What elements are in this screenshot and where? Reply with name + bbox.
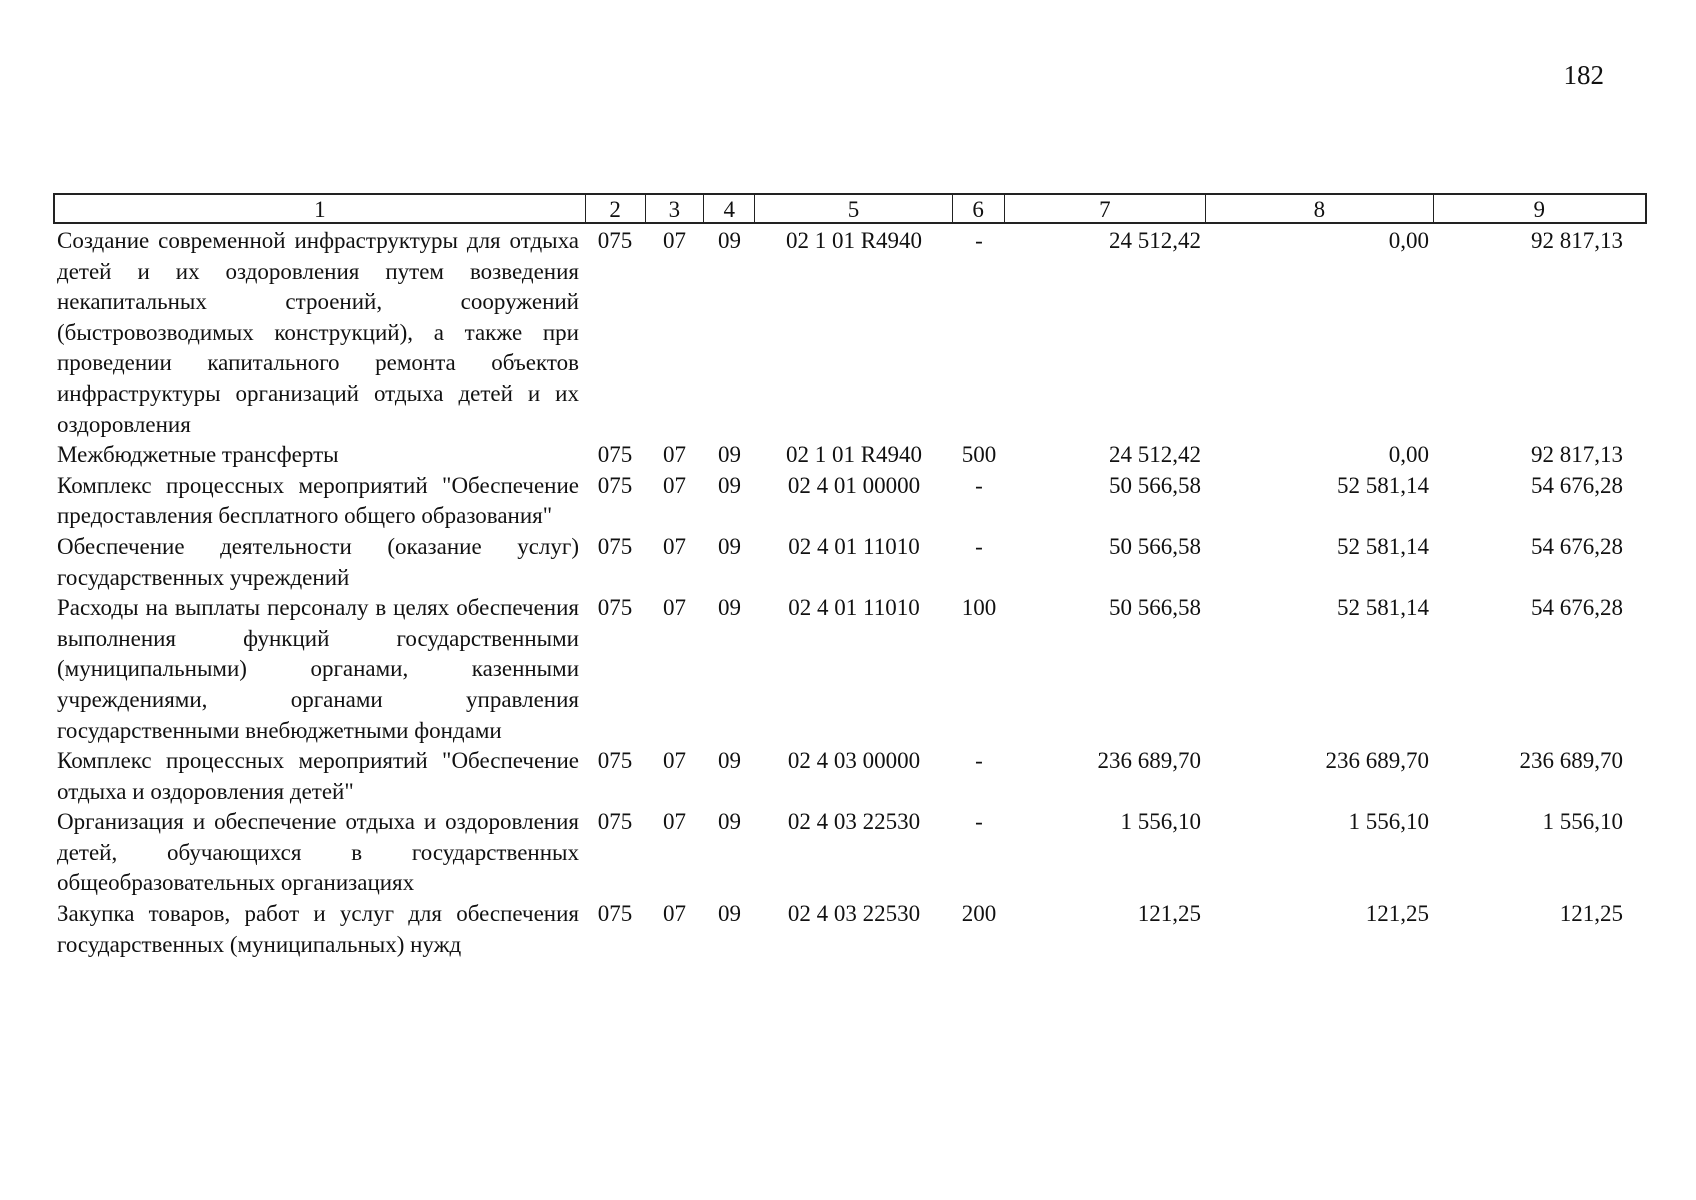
- cell-code-3: 07: [663, 472, 686, 498]
- row-description: Комплекс процессных мероприятий "Обеспечение предоставления бесплатного общего образования": [57, 472, 579, 529]
- header-cell-col-2: 2: [586, 195, 646, 222]
- table-row: [53, 226, 1647, 440]
- cell-code-3: 07: [663, 901, 686, 927]
- cell-code-3: 07: [663, 809, 686, 835]
- cell-amount-8: 0,00: [1388, 442, 1429, 468]
- cell-code-5: 02 4 01 11010: [788, 595, 920, 621]
- cell-amount-8: 0,00: [1388, 228, 1429, 253]
- cell-code-5: 02 1 01 R4940: [785, 228, 923, 253]
- cell-amount-8: 52 581,14: [1337, 595, 1429, 621]
- table-row: [53, 807, 1647, 899]
- cell-amount-7: 236 689,70: [1097, 748, 1201, 774]
- cell-code-4: 09: [718, 748, 741, 774]
- cell-amount-8: 121,25: [1365, 901, 1429, 927]
- table-row: [53, 532, 1647, 593]
- cell-amount-8: 236 689,70: [1325, 748, 1429, 774]
- row-description: Межбюджетные трансферты: [57, 442, 339, 468]
- cell-code-2: 075: [597, 748, 633, 774]
- cell-code-4: 09: [718, 228, 741, 253]
- cell-code-2: 075: [597, 442, 633, 468]
- cell-code-3: 07: [663, 442, 686, 468]
- cell-amount-9: 121,25: [1559, 901, 1623, 927]
- header-cell-col-5: 5: [755, 195, 953, 222]
- table-header-row: [53, 193, 1647, 224]
- cell-code-2: 075: [597, 533, 633, 559]
- cell-amount-9: 1 556,10: [1542, 809, 1623, 835]
- cell-code-2: 075: [597, 809, 633, 835]
- cell-amount-7: 24 512,42: [1109, 228, 1201, 253]
- cell-code-5: 02 4 03 00000: [787, 748, 921, 774]
- header-cell-col-3: 3: [646, 195, 705, 222]
- cell-code-4: 09: [718, 442, 741, 468]
- cell-amount-9: 92 817,13: [1531, 442, 1623, 468]
- cell-amount-9: 54 676,28: [1531, 595, 1623, 621]
- table-row: [53, 746, 1647, 807]
- cell-amount-7: 1 556,10: [1120, 809, 1201, 835]
- cell-code-6: -: [975, 809, 983, 835]
- cell-code-6: -: [975, 533, 983, 559]
- cell-code-3: 07: [663, 595, 686, 621]
- header-cell-col-6: 6: [953, 195, 1005, 222]
- cell-code-6: 100: [961, 595, 997, 621]
- cell-code-4: 09: [718, 901, 741, 927]
- cell-code-4: 09: [718, 809, 741, 835]
- cell-code-6: -: [975, 748, 983, 774]
- cell-code-5: 02 4 03 22530: [787, 809, 921, 835]
- row-description: Организация и обеспечение отдыха и оздоровления детей, обучающихся в государственных общеобразовательных организациях: [57, 809, 579, 896]
- page-number: 182: [1563, 60, 1604, 90]
- cell-code-6: 200: [961, 901, 997, 927]
- cell-code-5: 02 1 01 R4940: [785, 442, 923, 468]
- header-cell-col-9: 9: [1533, 197, 1546, 222]
- cell-code-2: 075: [597, 472, 633, 498]
- cell-code-6: -: [975, 472, 983, 498]
- cell-code-4: 09: [718, 533, 741, 559]
- row-description: Закупка товаров, работ и услуг для обеспечения государственных (муниципальных) нужд: [57, 901, 579, 957]
- cell-amount-8: 1 556,10: [1348, 809, 1429, 835]
- table-row: [53, 593, 1647, 746]
- cell-code-2: 075: [597, 595, 633, 621]
- cell-amount-7: 24 512,42: [1109, 442, 1201, 468]
- cell-amount-9: 54 676,28: [1531, 472, 1623, 498]
- cell-code-3: 07: [663, 533, 686, 559]
- cell-amount-8: 52 581,14: [1337, 472, 1429, 498]
- cell-code-4: 09: [718, 472, 741, 498]
- cell-amount-9: 92 817,13: [1531, 228, 1623, 253]
- cell-amount-9: 54 676,28: [1531, 533, 1623, 559]
- header-cell-col-1: 1: [55, 195, 586, 222]
- header-cell-col-7: 7: [1005, 195, 1207, 222]
- cell-code-6: 500: [961, 442, 997, 468]
- table-row: [53, 440, 1647, 471]
- cell-code-6: -: [975, 228, 983, 253]
- cell-amount-7: 50 566,58: [1109, 595, 1201, 621]
- cell-code-5: 02 4 01 00000: [787, 472, 921, 498]
- row-description: Расходы на выплаты персоналу в целях обеспечения выполнения функций государственными (муниципальными) органами, казенными учреждениями, органами управления государственными внебюджетными фондами: [57, 595, 579, 743]
- row-description: Комплекс процессных мероприятий "Обеспечение отдыха и оздоровления детей": [57, 748, 579, 804]
- cell-code-3: 07: [663, 228, 686, 253]
- row-description: Обеспечение деятельности (оказание услуг) государственных учреждений: [57, 533, 579, 590]
- header-cell-col-8: 8: [1206, 195, 1433, 222]
- cell-code-2: 075: [597, 228, 633, 253]
- budget-table: [53, 226, 1647, 960]
- cell-code-3: 07: [663, 748, 686, 774]
- cell-amount-7: 50 566,58: [1109, 533, 1201, 559]
- cell-code-4: 09: [718, 595, 741, 621]
- cell-amount-9: 236 689,70: [1519, 748, 1623, 774]
- cell-amount-7: 50 566,58: [1109, 472, 1201, 498]
- table-row: [53, 471, 1647, 532]
- table-row: [53, 899, 1647, 960]
- header-cell-col-4: 4: [704, 195, 755, 222]
- cell-code-5: 02 4 01 11010: [788, 533, 920, 559]
- cell-code-5: 02 4 03 22530: [787, 901, 921, 927]
- cell-amount-7: 121,25: [1137, 901, 1201, 927]
- row-description: Создание современной инфраструктуры для отдыха детей и их оздоровления путем возведения некапитальных строений, сооружений (быстровозводимых конструкций), а также при проведении капитального ремонта объектов инфраструктуры организаций отдыха детей и их оздоровления: [57, 228, 579, 437]
- cell-code-2: 075: [597, 901, 633, 927]
- cell-amount-8: 52 581,14: [1337, 533, 1429, 559]
